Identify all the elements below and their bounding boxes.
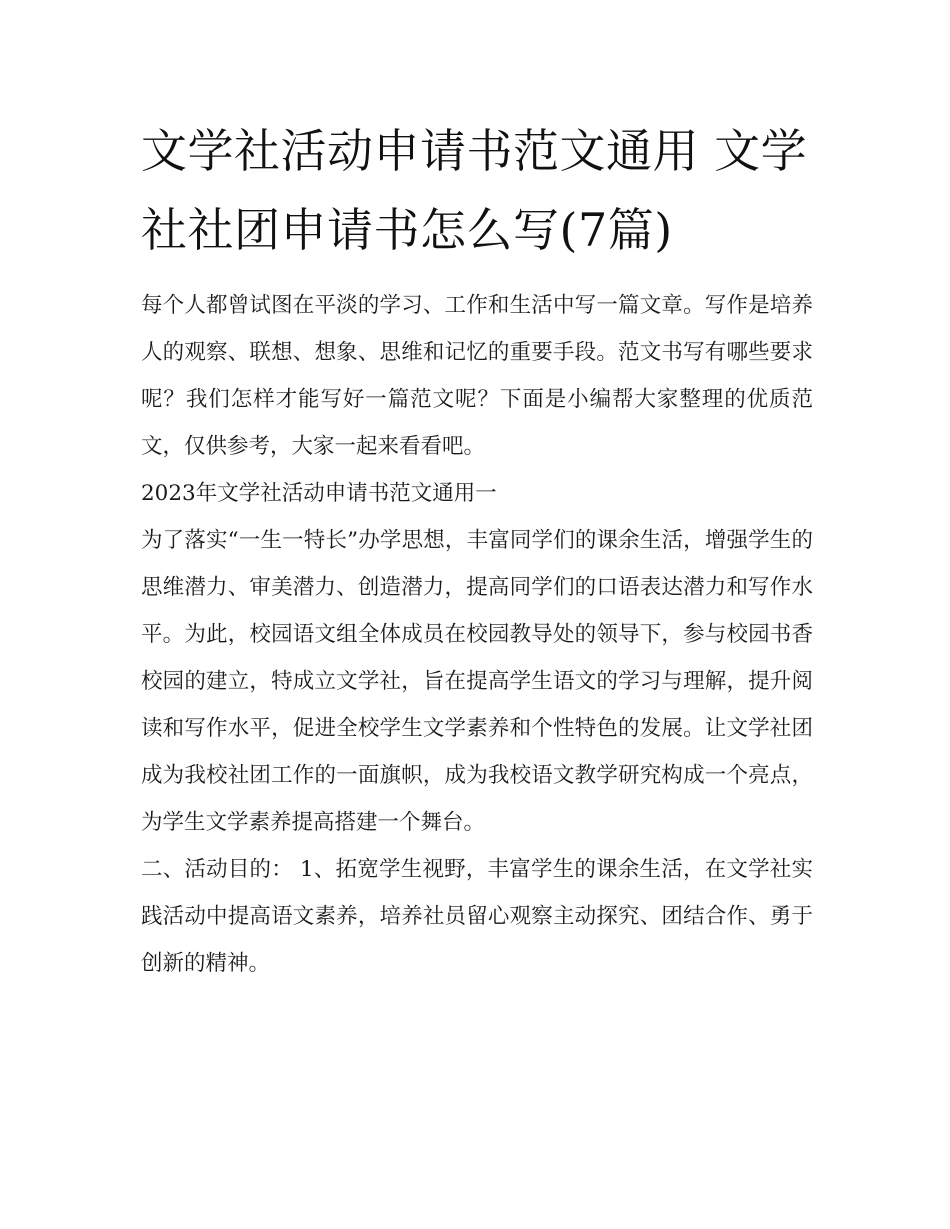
- section-heading: 2023年文学社活动申请书范文通用一: [141, 481, 497, 506]
- document-content: [141, 112, 813, 987]
- document-title: 文学社活动申请书范文通用 文学社社团申请书怎么写(7篇): [141, 124, 808, 257]
- intro-paragraph: 每个人都曾试图在平淡的学习、工作和生活中写一篇文章。写作是培养人的观察、联想、想象、思维和记忆的重要手段。范文书写有哪些要求呢？我们怎样才能写好一篇范文呢？下面是小编帮大家整理的优质范文，仅供参考，大家一起来看看吧。: [141, 293, 813, 459]
- body-paragraph-2: 二、活动目的： 1、拓宽学生视野，丰富学生的课余生活，在文学社实践活动中提高语文素养，培养社员留心观察主动探究、团结合作、勇于创新的精神。: [141, 857, 813, 976]
- body-paragraph-1: 为了落实“一生一特长”办学思想，丰富同学们的课余生活，增强学生的思维潜力、审美潜力、创造潜力，提高同学们的口语表达潜力和写作水平。为此，校园语文组全体成员在校园教导处的领导下，参与校园书香校园的建立，特成立文学社，旨在提高学生语文的学习与理解，提升阅读和写作水平，促进全校学生文学素养和个性特色的发展。让文学社团成为我校社团工作的一面旗帜，成为我校语文教学研究构成一个亮点，为学生文学素养提高搭建一个舞台。: [141, 528, 813, 835]
